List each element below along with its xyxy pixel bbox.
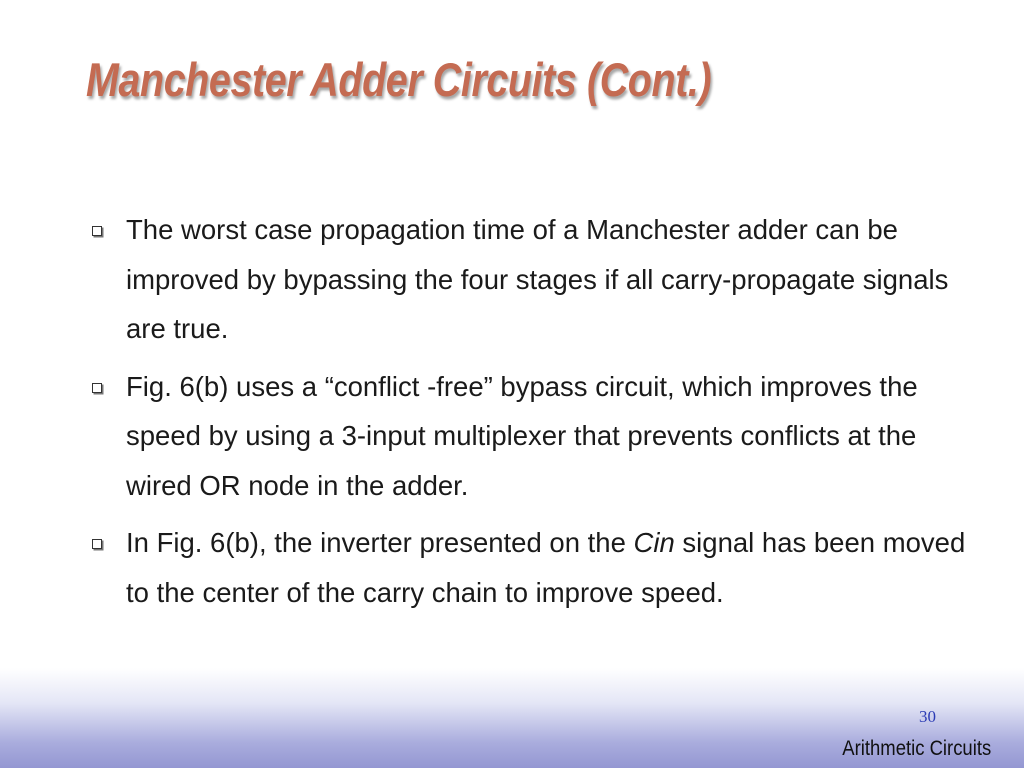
footer-title: Arithmetic Circuits xyxy=(842,737,991,760)
page-number: 30 xyxy=(919,707,936,726)
bullet-text-start: In Fig. 6(b), the inverter presented on the xyxy=(126,527,634,558)
hollow-square-icon xyxy=(92,226,102,236)
bullet-text: The worst case propagation time of a Manchester adder can be improved by bypassing the four stages if all carry-propagate signals are true. xyxy=(126,214,949,344)
bullet-item-1 xyxy=(86,205,966,354)
hollow-square-icon xyxy=(92,383,102,393)
bullet-text-end: signal has been moved to the center of the carry chain to improve speed. xyxy=(126,527,966,608)
bullet-text: Fig. 6(b) uses a “conflict -free” bypass circuit, which improves the speed by using a 3-input multiplexer that prevents conflicts at the wired OR node in the adder. xyxy=(126,370,918,501)
cin-signal-term: Cin xyxy=(633,527,675,558)
slide-title: Manchester Adder Circuits (Cont.) xyxy=(86,53,712,106)
bullet-item-3 xyxy=(86,518,966,617)
bullet-item-2 xyxy=(86,362,966,511)
bullet-list xyxy=(86,205,966,625)
hollow-square-icon xyxy=(92,539,102,549)
